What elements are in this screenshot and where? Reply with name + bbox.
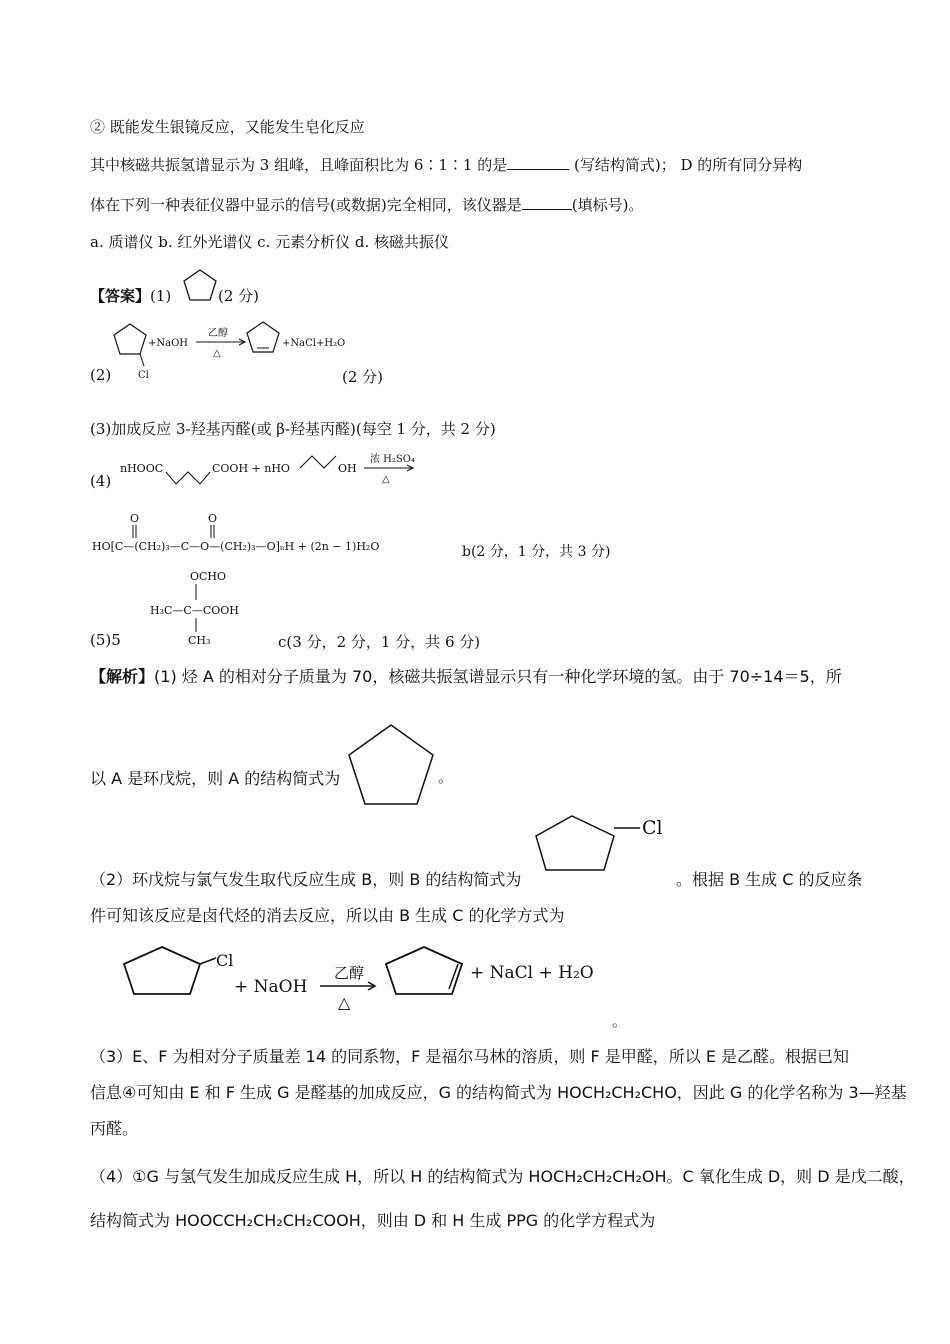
h3c-c-cooh-label: H₃C—C—COOH: [150, 604, 239, 617]
polymer-formula: HO[C—(CH₂)₃—C—O—(CH₂)₃—O]ₙH + (2n − 1)H₂O: [92, 540, 380, 553]
period-2: 。: [612, 1012, 628, 1030]
cyclopentane-structure: [344, 722, 438, 810]
answer-heading-line: [90, 285, 171, 306]
period-1: 。: [438, 768, 454, 786]
analysis-p3b: 信息④可知由 E 和 F 生成 G 是醛基的加成反应，G 的结构简式为 HOCH₂CH₂CHO，因此 G 的化学名称为 3—羟基: [90, 1083, 907, 1102]
question-line-1: [90, 154, 802, 175]
analysis-p1b: 以 A 是环戊烷，则 A 的结构简式为: [90, 769, 341, 788]
answer-2-equation: [108, 318, 368, 388]
big-naoh-label: + NaOH: [234, 977, 308, 997]
ethanol-label: 乙醇: [208, 328, 228, 339]
chlorocyclopentane-structure: [532, 812, 672, 876]
carbonyl-o-1: O: [130, 512, 140, 525]
cyclopentane-small-structure: [180, 268, 220, 304]
big-ethanol-label: 乙醇: [334, 964, 365, 982]
big-nacl-h2o-label: + NaCl + H₂O: [470, 963, 594, 983]
answer-blank-1: [507, 169, 569, 170]
analysis-p4b: 结构简式为 HOOCCH₂CH₂CH₂COOH，则由 D 和 H 生成 PPG 的化学方程式为: [90, 1211, 656, 1230]
answer-4-product: [92, 510, 452, 558]
analysis-p2b: 。根据 B 生成 C 的反应条: [676, 870, 863, 889]
ocho-label: OCHO: [190, 570, 227, 583]
analysis-p4a: （4）①G 与氢气发生加成反应生成 H，所以 H 的结构简式为 HOCH₂CH₂CH₂OH。C 氧化生成 D，则 D 是戊二酸，: [90, 1167, 915, 1186]
analysis-para-1: [90, 664, 842, 687]
delta-label-2: △: [382, 474, 390, 485]
question-line-1-b: (写结构简式)； D 的所有同分异构: [574, 156, 803, 174]
delta-label: △: [213, 348, 221, 359]
answer-5-structure: [150, 566, 280, 648]
h2so4-label: 浓 H₂SO₄: [370, 454, 415, 465]
answer-blank-2: [522, 209, 572, 210]
answer-4-reactants: [120, 448, 430, 492]
analysis-p3c: 丙醛。: [90, 1119, 139, 1138]
analysis-p1-text: (1) 烃 A 的相对分子质量为 70，核磁共振氢谱显示只有一种化学环境的氢。由于 70÷14＝5，所: [154, 667, 842, 686]
answer-5-number: (5)5: [90, 631, 121, 649]
answer-2-number: (2): [90, 366, 112, 384]
analysis-p2a: （2）环戊烷与氯气发生取代反应生成 B，则 B 的结构简式为: [90, 870, 522, 889]
answer-4-number: (4): [90, 472, 112, 490]
question-line-2-b: (填标号)。: [571, 196, 644, 214]
cl-label: Cl: [642, 817, 663, 839]
small-cl-label: Cl: [138, 370, 149, 381]
oh-label: OH: [338, 462, 357, 475]
instrument-options: a. 质谱仪 b. 红外光谱仪 c. 元素分析仪 d. 核磁共振仪: [90, 233, 449, 251]
analysis-heading: 【解析】: [90, 667, 155, 686]
answer-1-score: (2 分): [218, 287, 260, 305]
condition-2: ② 既能发生银镜反应，又能发生皂化反应: [90, 118, 365, 136]
question-line-2-a: 体在下列一种表征仪器中显示的信号(或数据)完全相同，该仪器是: [90, 196, 522, 214]
answer-5-score: c(3 分，2 分，1 分，共 6 分): [278, 633, 481, 651]
naoh-label: +NaOH: [148, 338, 189, 349]
analysis-p3a: （3）E、F 为相对分子质量差 14 的同系物，F 是福尔马林的溶质，则 F 是甲醛，所以 E 是乙醛。根据已知: [90, 1047, 850, 1066]
question-line-1-a: 其中核磁共振氢谱显示为 3 组峰，且峰面积比为 6∶1∶1 的是: [90, 156, 508, 174]
question-line-2: [90, 194, 643, 215]
big-delta-label: △: [338, 993, 351, 1012]
ch3-label: CH₃: [188, 634, 211, 647]
cooh-nho-label: COOH + nHO: [212, 462, 290, 475]
nacl-h2o-label: +NaCl+H₂O: [282, 338, 346, 349]
elimination-equation: [124, 944, 624, 1024]
big-cl-label: Cl: [216, 951, 234, 970]
nhoocc-label: nHOOC: [120, 462, 164, 475]
answer-2-score: (2 分): [342, 368, 384, 386]
answer-1-prefix: (1): [150, 287, 172, 305]
answer-4-score: b(2 分，1 分，共 3 分): [462, 544, 611, 560]
carbonyl-o-2: O: [208, 512, 218, 525]
analysis-p2c: 件可知该反应是卤代烃的消去反应，所以由 B 生成 C 的化学方式为: [90, 906, 565, 925]
answer-3: (3)加成反应 3-羟基丙醛(或 β-羟基丙醛)(每空 1 分，共 2 分): [90, 420, 496, 438]
answer-heading: 【答案】: [90, 287, 151, 305]
